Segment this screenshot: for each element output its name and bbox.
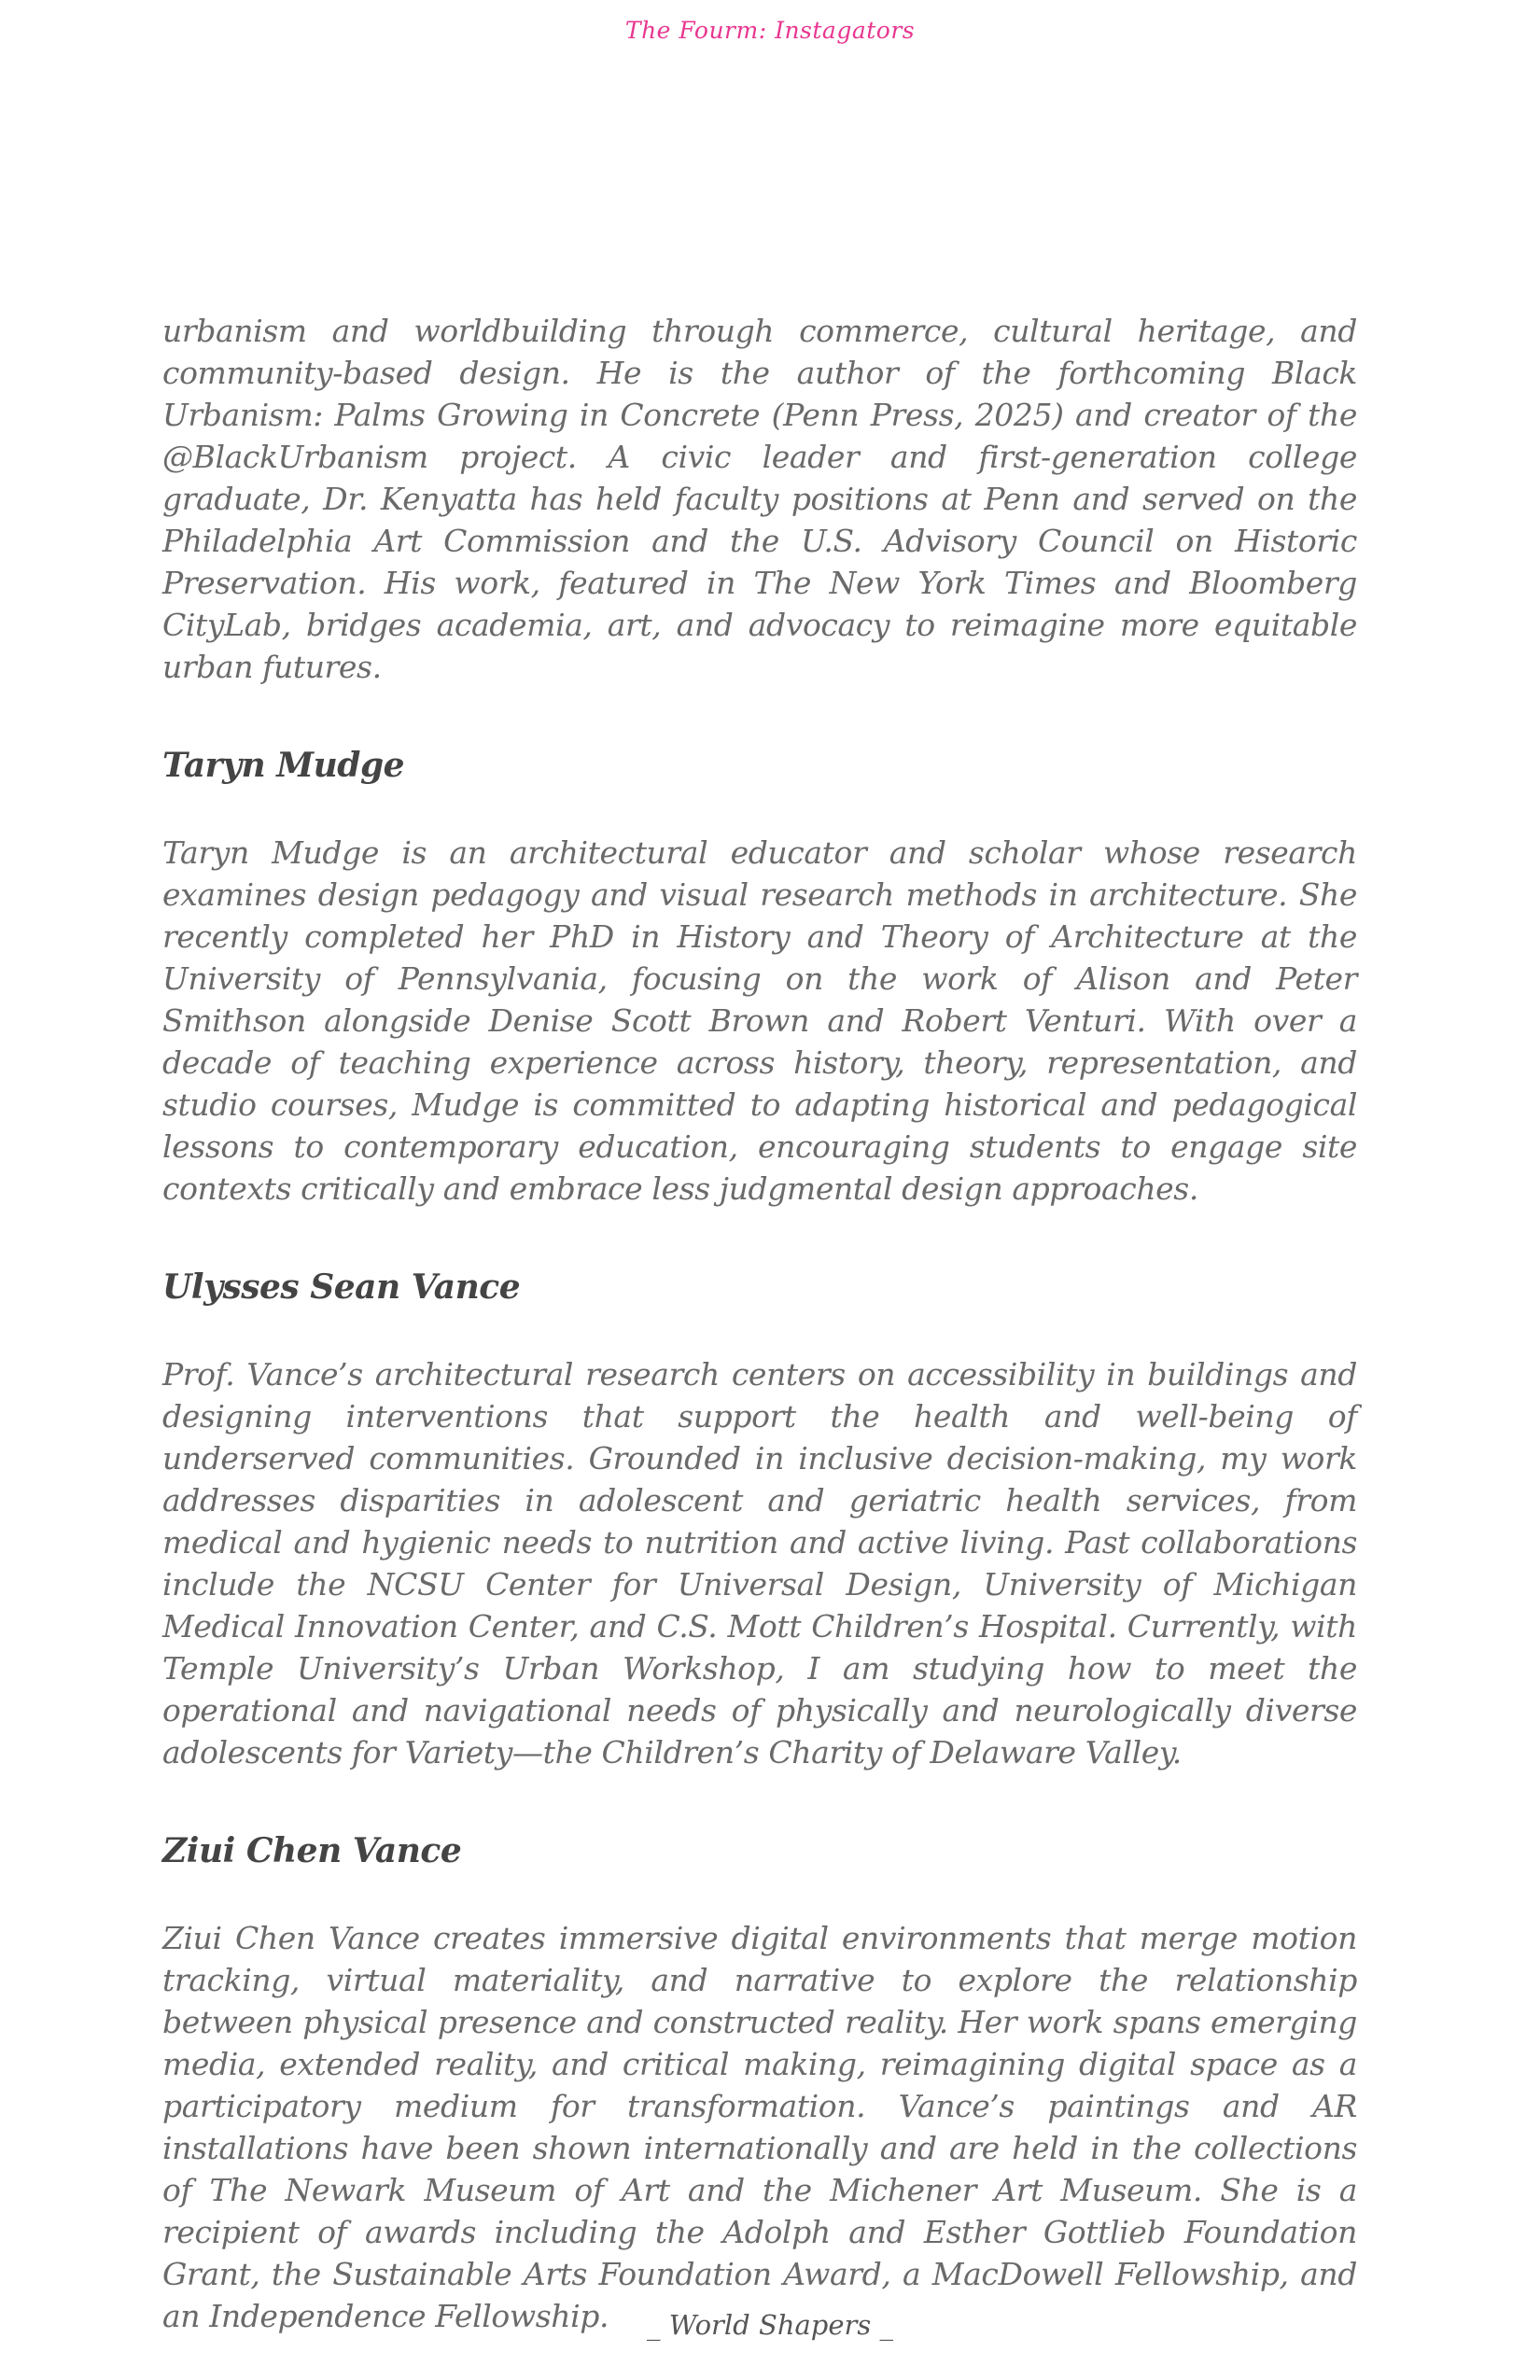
bio-name-taryn-mudge: Taryn Mudge [162,746,405,785]
running-footer: _ World Shapers _ [647,2309,893,2341]
bio-taryn-mudge-text: Taryn Mudge is an architectural educator and scholar whose research examines design pedagogy and visual research methods in architecture. She recently completed her PhD in History and Theory of Architecture at the University of Pennsylvania, focusing on the work of Alison and Peter Smithson alongside Denise Scott Brown and Robert Venturi. With over a decade of teaching experience across history, theory, representation, and studio courses, Mudge is committed to adapting historical and pedagogical lessons to contemporary education, encouraging students to engage site contexts critically and embrace less judgmental design approaches. [162,834,1357,1207]
running-header: The Fourm: Instagators [624,17,916,44]
bio-kenyatta-text: urbanism and worldbuilding through commerce, cultural heritage, and community-based design. He is the author of the forthcoming Black Urbanism: Palms Growing in Concrete (Penn Press, 2025) and creator of the @BlackUrbanism project. A civic leader and first-generation college graduate, Dr. Kenyatta has held faculty positions at Penn and served on the Philadelphia Art Commission and the U.S. Advisory Council on Historic Preservation. His work, featured in The New York Times and Bloomberg CityLab, bridges academia, art, and advocacy to reimagine more equitable urban futures. [162,313,1357,685]
bio-ziui-chen-vance-text: Ziui Chen Vance creates immersive digital environments that merge motion tracking, virtual materiality, and narrative to explore the relationship between physical presence and constructed reality. Her work spans emerging media, extended reality, and critical making, reimagining digital space as a participatory medium for transformation. Vance’s paintings and AR installations have been shown internationally and are held in the collections of The Newark Museum of Art and the Michener Art Museum. She is a recipient of awards including the Adolph and Esther Gottlieb Foundation Grant, the Sustainable Arts Foundation Award, a MacDowell Fellowship, and an Independence Fellowship. [162,1920,1357,2334]
bio-section [162,310,1357,2337]
bio-ulysses-sean-vance-text: Prof. Vance’s architectural research centers on accessibility in buildings and designing interventions that support the health and well-being of underserved communities. Grounded in inclusive decision-making, my work addresses disparities in adolescent and geriatric health services, from medical and hygienic needs to nutrition and active living. Past collaborations include the NCSU Center for Universal Design, University of Michigan Medical Innovation Center, and C.S. Mott Children’s Hospital. Currently, with Temple University’s Urban Workshop, I am studying how to meet the operational and navigational needs of physically and neurologically diverse adolescents for Variety—the Children’s Charity of Delaware Valley. [162,1356,1357,1771]
bio-name-ziui-chen-vance: Ziui Chen Vance [162,1831,462,1870]
bio-name-ulysses-sean-vance: Ulysses Sean Vance [162,1267,521,1307]
